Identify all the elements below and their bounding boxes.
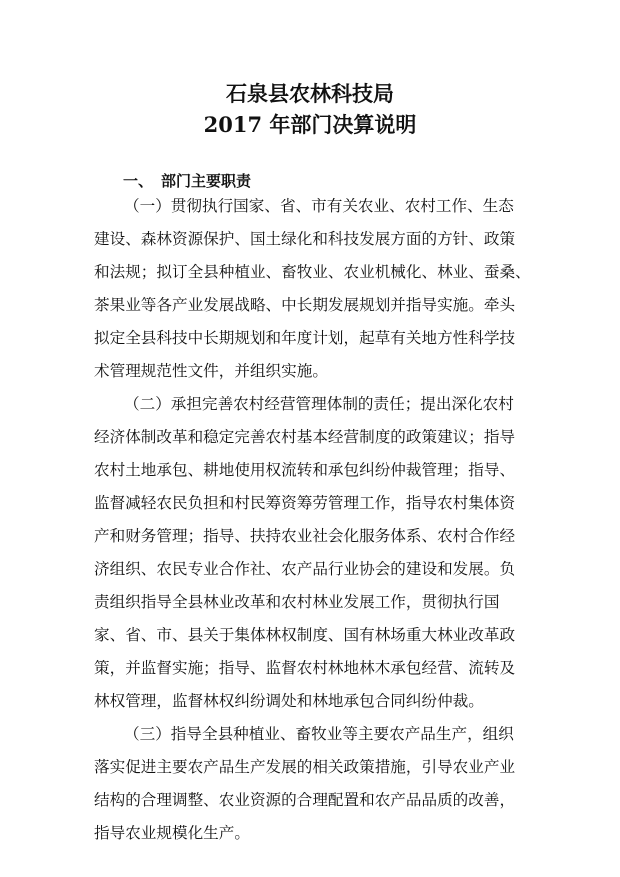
paragraph-1-line: 茶果业等各产业发展战略、中长期发展规划并指导实施。牵头 [94,296,516,314]
paragraph-2-line: 家、省、市、县关于集体林权制度、国有林场重大林业改革政 [94,626,516,644]
paragraph-1-line: 和法规；拟订全县种植业、畜牧业、农业机械化、林业、蚕桑、 [94,263,531,281]
section-number: 一、 [123,172,154,190]
section-heading [123,170,251,192]
section-heading-text: 部门主要职责 [161,172,252,190]
paragraph-2-line: 策，并监督实施；指导、监督农村林地林木承包经营、流转及 [94,659,516,677]
paragraph-2-line: 责组织指导全县林业改革和农村林业发展工作，贯彻执行国 [94,593,500,611]
paragraph-2-line: 农村土地承包、耕地使用权流转和承包纠纷仲裁管理；指导、 [94,461,516,479]
paragraph-2-line: 监督减轻农民负担和村民筹资筹劳管理工作，指导农村集体资 [94,494,516,512]
paragraph-1-line: （一）贯彻执行国家、省、市有关农业、农村工作、生态 [124,197,514,215]
paragraph-2-line: 林权管理，监督林权纠纷调处和林地承包合同纠纷仲裁。 [94,692,484,710]
paragraph-3-line: 指导农业规模化生产。 [94,824,250,842]
paragraph-2-line: 产和财务管理；指导、扶持农业社会化服务体系、农村合作经 [94,527,516,545]
paragraph-2-line: 济组织、农民专业合作社、农产品行业协会的建设和发展。负 [94,560,516,578]
paragraph-3-line: （三）指导全县种植业、畜牧业等主要农产品生产，组织 [124,725,514,743]
paragraph-1-line: 拟定全县科技中长期规划和年度计划，起草有关地方性科学技 [94,329,516,347]
document-title-line-2: 2017 年部门决算说明 [203,112,417,137]
paragraph-1-line: 建设、森林资源保护、国土绿化和科技发展方面的方针、政策 [94,230,516,248]
paragraph-2-line: 经济体制改革和稳定完善农村基本经营制度的政策建议；指导 [94,428,516,446]
paragraph-3-line: 结构的合理调整、农业资源的合理配置和农产品品质的改善， [94,791,516,809]
paragraph-3-line: 落实促进主要农产品生产发展的相关政策措施，引导农业产业 [94,758,516,776]
paragraph-2-line: （二）承担完善农村经营管理体制的责任；提出深化农村 [124,395,514,413]
paragraph-1-line: 术管理规范性文件，并组织实施。 [94,362,328,380]
document-title-line-1: 石泉县农林科技局 [226,81,394,106]
